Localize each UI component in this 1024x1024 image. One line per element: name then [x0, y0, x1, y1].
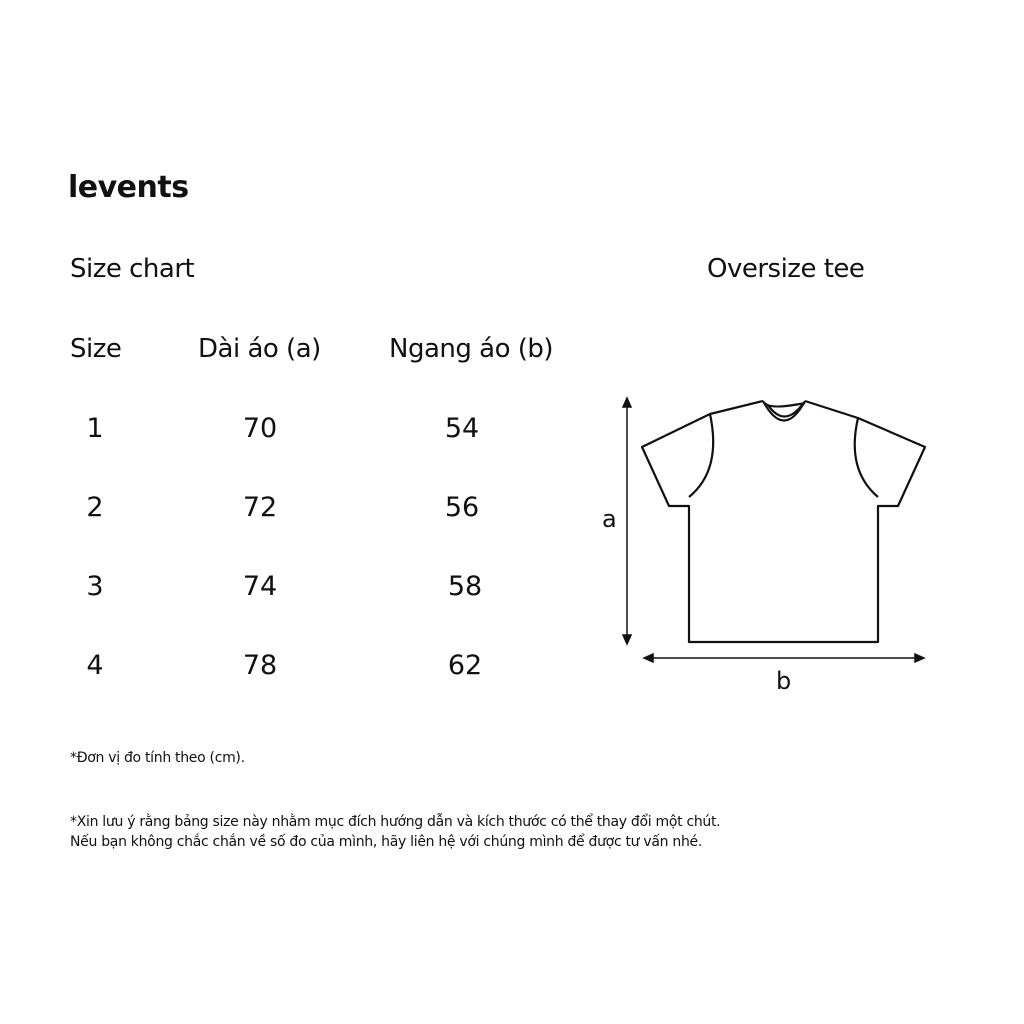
cell-width: 58	[447, 571, 483, 602]
width-arrow-icon	[644, 654, 924, 662]
cell-size: 1	[86, 413, 104, 444]
header-length: Dài áo (a)	[198, 334, 321, 364]
brand-logo: levents	[68, 170, 189, 205]
header-size: Size	[70, 334, 122, 364]
tshirt-outline-icon	[642, 401, 925, 642]
cell-size: 2	[86, 492, 104, 523]
cell-width: 56	[444, 492, 480, 523]
cell-length: 74	[242, 571, 278, 602]
disclaimer-line-1: *Xin lưu ý rằng bảng size này nhằm mục đích hướng dẫn và kích thước có thể thay đổi một chút.	[70, 814, 721, 830]
unit-note: *Đơn vị đo tính theo (cm).	[70, 750, 245, 766]
cell-size: 3	[86, 571, 104, 602]
cell-width: 54	[444, 413, 480, 444]
page-title: Size chart	[70, 254, 195, 284]
header-width: Ngang áo (b)	[389, 334, 554, 364]
disclaimer-line-2: Nếu bạn không chắc chắn về số đo của mình, hãy liên hệ với chúng mình để được tư vấn nhé.	[70, 834, 702, 850]
cell-width: 62	[447, 650, 483, 681]
disclaimer-note	[70, 812, 720, 852]
cell-length: 70	[242, 413, 278, 444]
cell-length: 72	[242, 492, 278, 523]
length-arrow-icon	[623, 398, 631, 644]
label-b: b	[776, 667, 792, 695]
cell-size: 4	[86, 650, 104, 681]
label-a: a	[602, 505, 617, 533]
cell-length: 78	[242, 650, 278, 681]
product-name: Oversize tee	[707, 254, 865, 284]
